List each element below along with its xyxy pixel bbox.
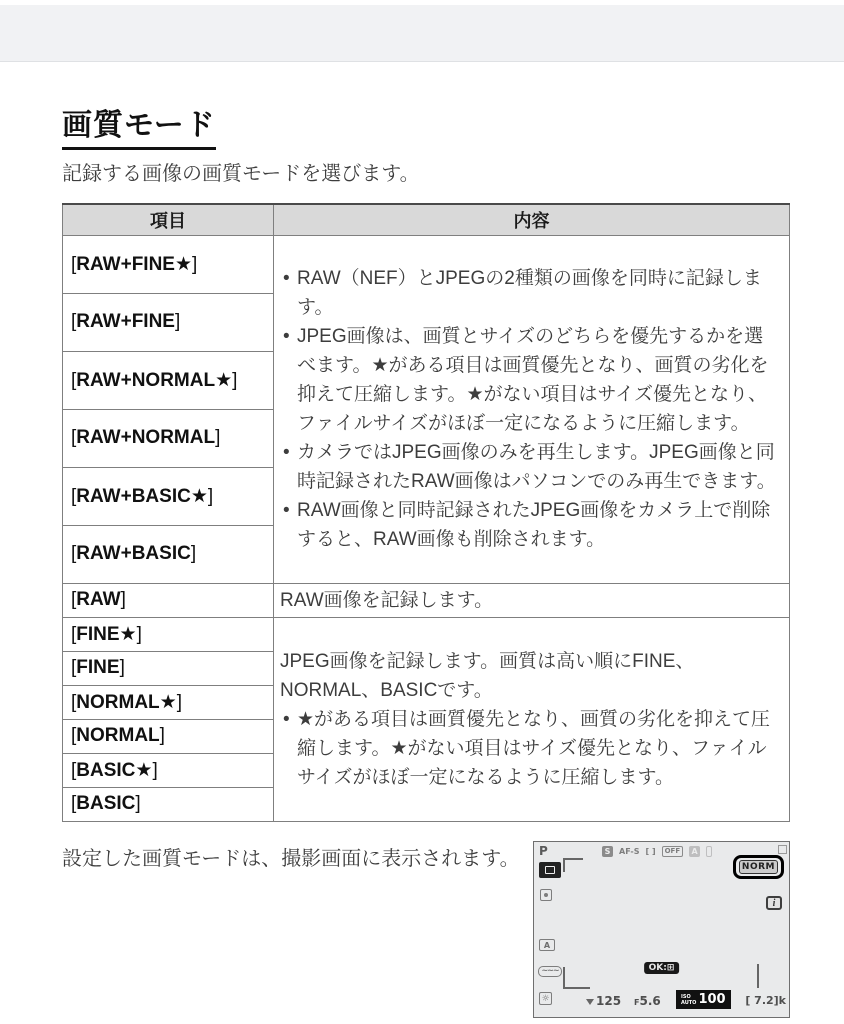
item-normal: [NORMAL]: [63, 719, 274, 753]
page-title: 画質モード: [62, 100, 216, 150]
item-raw-normal: [RAW+NORMAL]: [63, 409, 274, 467]
description-bullet: • カメラではJPEG画像のみを再生します。JPEG画像と同時記録されたRAW画像はパソコンでのみ再生できます。: [280, 438, 781, 496]
iso-label: ISO: [681, 993, 691, 1000]
item-raw-basic-star: [RAW+BASIC★]: [63, 467, 274, 525]
intro-text: 記録する画像の画質モードを選びます。: [62, 163, 420, 185]
i-menu-icon: i: [766, 896, 782, 910]
quality-mode-table: [62, 203, 790, 822]
camera-screen-figure: [533, 841, 790, 1018]
ok-button-hint: OK:⊞: [644, 962, 680, 974]
description-bullet: • RAW（NEF）とJPEGの2種類の画像を同時に記録します。: [280, 264, 781, 322]
frame-corner-bottom-left: [563, 967, 590, 989]
item-raw-fine-star: [RAW+FINE★]: [63, 235, 274, 293]
column-header-item: 項目: [63, 204, 274, 235]
af-area-mode-icon: [ ]: [645, 847, 656, 856]
camera-bottom-status-row: [534, 992, 789, 1016]
iso-auto-label: AUTO: [681, 999, 697, 1006]
browser-top-bar: [0, 5, 844, 62]
iso-value: 100: [698, 992, 726, 1007]
flicker-reduction-icon: ~~~: [538, 966, 562, 977]
table-header-row: [63, 204, 790, 235]
item-basic: [BASIC]: [63, 787, 274, 821]
description-bullet: • JPEG画像は、画質とサイズのどちらを優先するかを選べます。★がある項目は画質優先となり、画質の劣化を抑えて圧縮します。★がない項目はサイズ優先となり、ファイルサイズがほぼ一定になるように圧縮します。: [280, 322, 781, 438]
item-fine: [FINE]: [63, 651, 274, 685]
touch-shooting-icon: [539, 862, 561, 878]
item-raw-basic: [RAW+BASIC]: [63, 525, 274, 583]
iso-indicator: [676, 990, 731, 1009]
shutter-speed-value: 125: [586, 994, 621, 1008]
jpeg-description-cell: [274, 617, 790, 821]
frame-tick-bottom-right: [757, 964, 759, 988]
image-quality-indicator: NORM: [739, 860, 778, 874]
frame-corner-top-left: [563, 858, 583, 872]
touch-shooting-off-icon: OFF: [662, 846, 684, 857]
item-raw: [RAW]: [63, 583, 274, 617]
frames-remaining: [ 7.2]k: [745, 994, 786, 1007]
item-normal-star: [NORMAL★]: [63, 685, 274, 719]
scene-auto-icon: A: [689, 846, 700, 857]
camera-lens-glyph: [545, 866, 555, 874]
bracket: [: [71, 253, 77, 275]
raw-jpeg-description-cell: [274, 235, 790, 583]
exposure-mode-indicator: P: [539, 844, 548, 858]
brightness-icon: ☼: [539, 992, 552, 1005]
status-icon-dim: [706, 846, 712, 857]
table-row: [63, 617, 790, 651]
raw-description-cell: RAW画像を記録します。: [274, 583, 790, 617]
release-mode-icon: S: [602, 846, 613, 857]
description-bullet: • ★がある項目は画質優先となり、画質の劣化を抑えて圧縮します。★がない項目はサイズ優先となり、ファイルサイズがほぼ一定になるように圧縮します。: [280, 705, 781, 792]
item-fine-star: [FINE★]: [63, 617, 274, 651]
item-raw-fine: [RAW+FINE]: [63, 293, 274, 351]
description-bullet: • RAW画像と同時記録されたJPEG画像をカメラ上で削除すると、RAW画像も削除されます。: [280, 496, 781, 554]
description-text: JPEG画像を記録します。画質は高い順にFINE、NORMAL、BASICです。: [280, 650, 695, 701]
quality-mode-callout: [733, 855, 784, 879]
table-row: [63, 235, 790, 293]
picture-control-icon: [540, 889, 552, 901]
aperture-prefix: F: [634, 998, 640, 1007]
aperture-value: F5.6: [634, 994, 661, 1008]
item-basic-star: [BASIC★]: [63, 753, 274, 787]
film-plane-icon: A: [539, 939, 555, 951]
camera-top-status-row: [602, 846, 712, 857]
focus-mode-indicator: AF-S: [619, 847, 640, 856]
column-header-content: 内容: [274, 204, 790, 235]
battery-icon: [778, 845, 787, 854]
footer-note: 設定した画質モードは、撮影画面に表示されます。: [62, 848, 520, 870]
item-raw-normal-star: [RAW+NORMAL★]: [63, 351, 274, 409]
table-row: [63, 583, 790, 617]
